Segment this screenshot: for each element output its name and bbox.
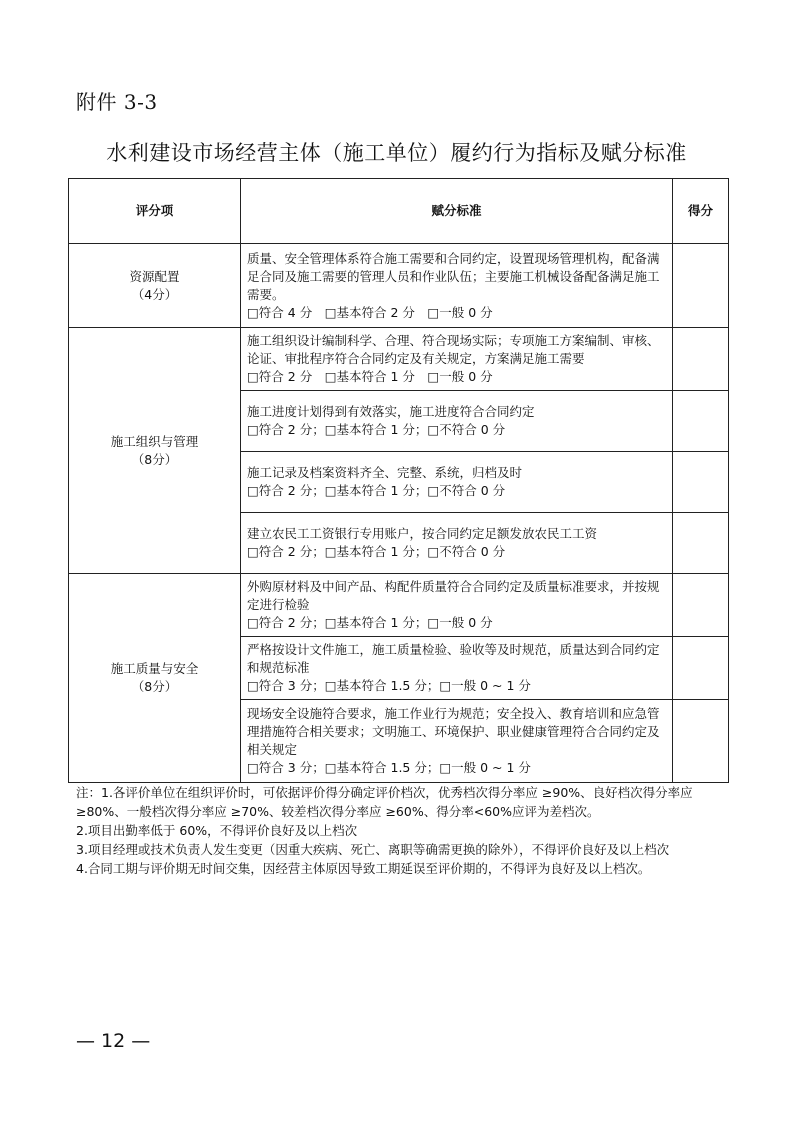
table-row [69,574,729,637]
criteria-table [68,178,729,783]
group-cell-resources [69,244,241,328]
standard-options: □符合 2 分；□基本符合 1 分；□不符合 0 分 [247,544,506,559]
standard-options: □符合 2 分 □基本符合 1 分 □一般 0 分 [247,369,493,384]
notes-section [76,783,726,878]
note-1: 注：1.各评价单位在组织评价时，可依据评价得分确定评价档次，优秀档次得分率应 ≥90%、良好档次得分率应 ≥80%、一般档次得分率应 ≥70%、较差档次得分率应 ≥60%、得分率<60%应评为差档次。 [76,785,693,819]
score-cell[interactable] [673,637,729,700]
group-points: （8分） [131,451,178,467]
standard-cell [241,637,673,700]
standard-options: □符合 2 分；□基本符合 1 分；□不符合 0 分 [247,483,506,498]
document-title: 水利建设市场经营主体（施工单位）履约行为指标及赋分标准 [106,141,687,165]
standard-text: 施工记录及档案资料齐全、完整、系统，归档及时 [247,465,523,480]
group-name: 施工质量与安全 [110,661,199,676]
standard-options: □符合 4 分 □基本符合 2 分 □一般 0 分 [247,304,493,320]
score-cell[interactable] [673,391,729,452]
table-row [69,244,729,328]
attachment-label: 附件 3-3 [76,90,158,114]
group-points: （4分） [131,286,178,302]
score-cell[interactable] [673,328,729,391]
standard-cell [241,391,673,452]
standard-cell [241,513,673,574]
note-2: 2.项目出勤率低于 60%，不得评价良好及以上档次 [76,823,358,838]
group-name: 资源配置 [129,268,180,284]
standard-text: 严格按设计文件施工，施工质量检验、验收等及时规范，质量达到合同约定和规范标准 [247,642,660,675]
note-3: 3.项目经理或技术负责人发生变更（因重大疾病、死亡、离职等确需更换的除外），不得评价良好及以上档次 [76,842,670,857]
standard-text: 质量、安全管理体系符合施工需要和合同约定，设置现场管理机构，配备满足合同及施工需要的管理人员和作业队伍；主要施工机械设备配备满足施工需要。 [247,250,660,302]
standard-options: □符合 3 分；□基本符合 1.5 分；□一般 0 ~ 1 分 [247,760,531,775]
standard-options: □符合 2 分；□基本符合 1 分；□一般 0 分 [247,615,493,630]
score-cell[interactable] [673,700,729,783]
standard-text: 施工进度计划得到有效落实，施工进度符合合同约定 [247,404,535,419]
header-score: 得分 [673,179,729,244]
standard-text: 现场安全设施符合要求，施工作业行为规范；安全投入、教育培训和应急管理措施符合相关要求；文明施工、环境保护、职业健康管理符合合同约定及相关规定 [247,706,660,757]
group-points: （8分） [131,679,178,694]
header-item: 评分项 [69,179,241,244]
score-cell[interactable] [673,244,729,328]
group-cell-quality-safety [69,574,241,783]
standard-options: □符合 3 分；□基本符合 1.5 分；□一般 0 ~ 1 分 [247,678,531,693]
standard-text: 施工组织设计编制科学、合理、符合现场实际；专项施工方案编制、审核、论证、审批程序符合合同约定及有关规定，方案满足施工需要 [247,333,660,366]
standard-text: 外购原材料及中间产品、构配件质量符合合同约定及质量标准要求，并按规定进行检验 [247,579,660,612]
standard-cell [241,328,673,391]
standard-cell [241,244,673,328]
standard-options: □符合 2 分；□基本符合 1 分；□不符合 0 分 [247,422,506,437]
standard-cell [241,452,673,513]
header-standard: 赋分标准 [241,179,673,244]
page-number: — 12 — [76,1030,151,1052]
table-row [69,328,729,391]
table-header-row [69,179,729,244]
score-cell[interactable] [673,452,729,513]
standard-cell [241,700,673,783]
standard-text: 建立农民工工资银行专用账户，按合同约定足额发放农民工工资 [247,526,598,541]
note-4: 4.合同工期与评价期无时间交集，因经营主体原因导致工期延误至评价期的，不得评为良好及以上档次。 [76,861,651,876]
score-cell[interactable] [673,574,729,637]
group-cell-organization [69,328,241,574]
score-cell[interactable] [673,513,729,574]
standard-cell [241,574,673,637]
group-name: 施工组织与管理 [110,433,199,449]
